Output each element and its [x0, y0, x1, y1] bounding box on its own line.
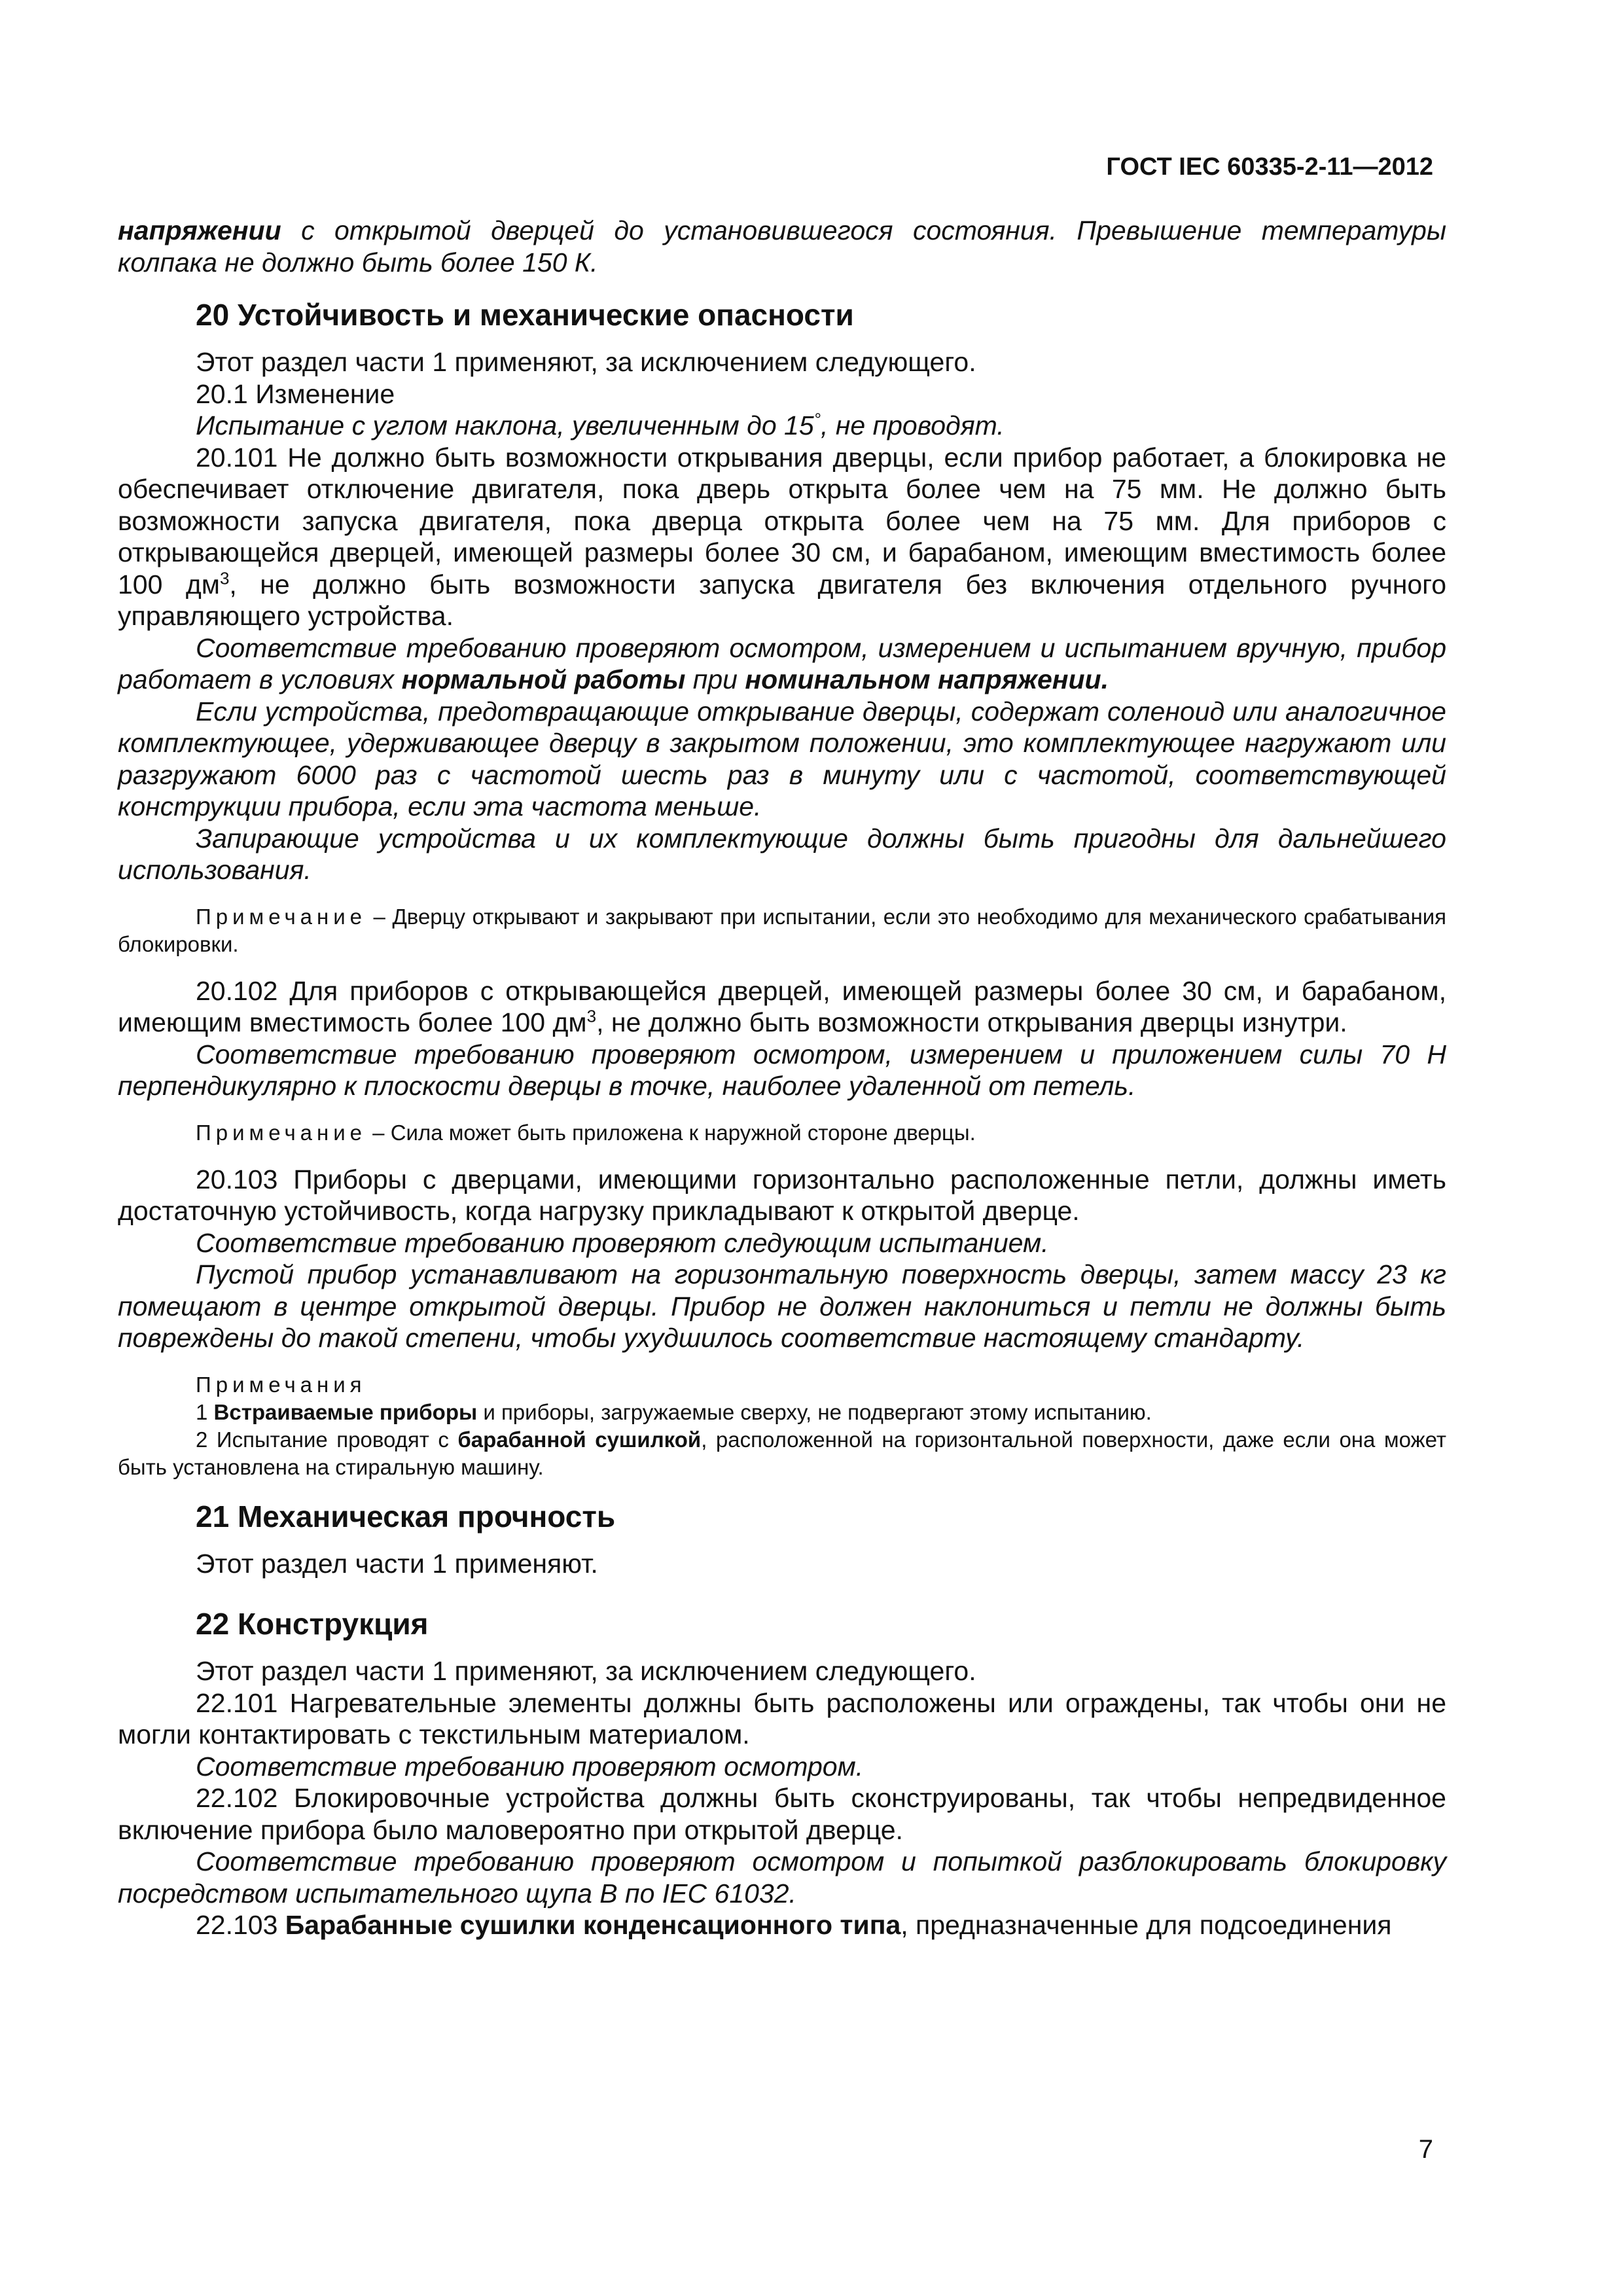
- section-22-heading: 22 Конструкция: [196, 1607, 429, 1641]
- clause-20-101: 20.101 Не должно быть возможности открывания дверцы, если прибор работает, а блокировка не обеспечивает отключение двигателя, пока дверь открыта более чем на 75 мм. Не должно быть возможности запуска двигателя, пока дверца открыта более чем на 75 мм. Для приборов с открывающейся дверцей, имеющей размеры более 30 см, и барабаном, имеющим вместимость более 100 $дм^3$, не должно быть возможности запуска двигателя без включения отдельного ручного управляющего устройства.: [118, 442, 1446, 631]
- compliance-check-3: Запирающие устройства и их комплектующие должны быть пригодны для дальнейшего использования.: [118, 823, 1446, 885]
- section-20-heading: 20 Устойчивость и механические опасности: [196, 298, 854, 332]
- note-2: Примечание – Сила может быть приложена к наружной стороне дверцы.: [196, 1120, 976, 1145]
- section-20-intro: Этот раздел части 1 применяют, за исключением следующего.: [196, 347, 976, 377]
- compliance-check-7: Соответствие требованию проверяют осмотром.: [196, 1751, 864, 1782]
- page-number: 7: [1418, 2135, 1433, 2164]
- clause-20-102: 20.102 Для приборов с открывающейся дверцей, имеющей размеры более 30 см, и барабаном, имеющим вместимость более 100 $дм^3$, не должно быть возможности открывания дверцы изнутри.: [118, 975, 1446, 1037]
- compliance-check-4: Соответствие требованию проверяют осмотром, измерением и приложением силы 70 Н перпендикулярно к плоскости дверцы в точке, наиболее удаленной от петель.: [118, 1039, 1446, 1101]
- clause-22-102: 22.102 Блокировочные устройства должны быть сконструированы, так чтобы непредвиденное включение прибора было маловероятно при открытой дверце.: [118, 1783, 1446, 1845]
- compliance-check-2: Если устройства, предотвращающие открывание дверцы, содержат соленоид или аналогичное комплектующее, удерживающее дверцу в закрытом положении, это комплектующее нагружают или разгружают 6000 раз с частотой шесть раз в минуту или с частотой, соответствующей конструкции прибора, если эта частота меньше.: [118, 696, 1446, 821]
- note-item-2: 2 Испытание проводят с барабанной сушилкой, расположенной на горизонтальной поверхности, даже если она может быть установлена на стиральную машину.: [118, 1427, 1446, 1479]
- tilt-test-text: Испытание с углом наклона, увеличенным до 15°, не проводят.: [196, 409, 1005, 440]
- clause-22-101: 22.101 Нагревательные элементы должны быть расположены или ограждены, так чтобы они не могли контактировать с текстильным материалом.: [118, 1687, 1446, 1749]
- notes-heading: Примечания: [196, 1372, 366, 1397]
- degree-sup: °: [813, 409, 821, 429]
- page-content: [118, 215, 1446, 1941]
- compliance-check-8: Соответствие требованию проверяют осмотром и попыткой разблокировать блокировку посредством испытательного щупа В по IEC 61032.: [118, 1846, 1446, 1909]
- compliance-check-1: Соответствие требованию проверяют осмотром, измерением и испытанием вручную, прибор работает в условиях нормальной работы при номинальном напряжении.: [118, 632, 1446, 694]
- note-item-1: 1 Встраиваемые приборы и приборы, загружаемые сверху, не подвергают этому испытанию.: [196, 1399, 1152, 1424]
- compliance-check-5: Соответствие требованию проверяют следующим испытанием.: [196, 1227, 1049, 1258]
- clause-22-103: 22.103 Барабанные сушилки конденсационного типа, предназначенные для подсоединения: [196, 1910, 1392, 1940]
- clause-20-1: 20.1 Изменение: [196, 378, 395, 409]
- continued-paragraph: напряжении с открытой дверцей до установившегося состояния. Превышение температуры колпака не должно быть более 150 К.: [118, 215, 1446, 278]
- document-code-header: ГОСТ IEC 60335-2-11—2012: [1106, 153, 1433, 181]
- section-21-text: Этот раздел части 1 применяют.: [196, 1548, 598, 1579]
- note-1: Примечание – Дверцу открывают и закрывают при испытании, если это необходимо для механического срабатывания блокировки.: [118, 904, 1446, 956]
- clause-20-103: 20.103 Приборы с дверцами, имеющими горизонтально расположенные петли, должны иметь достаточную устойчивость, когда нагрузку прикладывают к открытой дверце.: [118, 1164, 1446, 1226]
- section-21-heading: 21 Механическая прочность: [196, 1499, 616, 1534]
- section-22-intro: Этот раздел части 1 применяют, за исключением следующего.: [196, 1656, 976, 1686]
- compliance-check-6: Пустой прибор устанавливают на горизонтальную поверхность дверцы, затем массу 23 кг помещают в центре открытой дверцы. Прибор не должен наклониться и петли не должны быть повреждены до такой степени, чтобы ухудшилось соответствие настоящему стандарту.: [118, 1259, 1446, 1353]
- bold-term: напряжении: [118, 215, 281, 245]
